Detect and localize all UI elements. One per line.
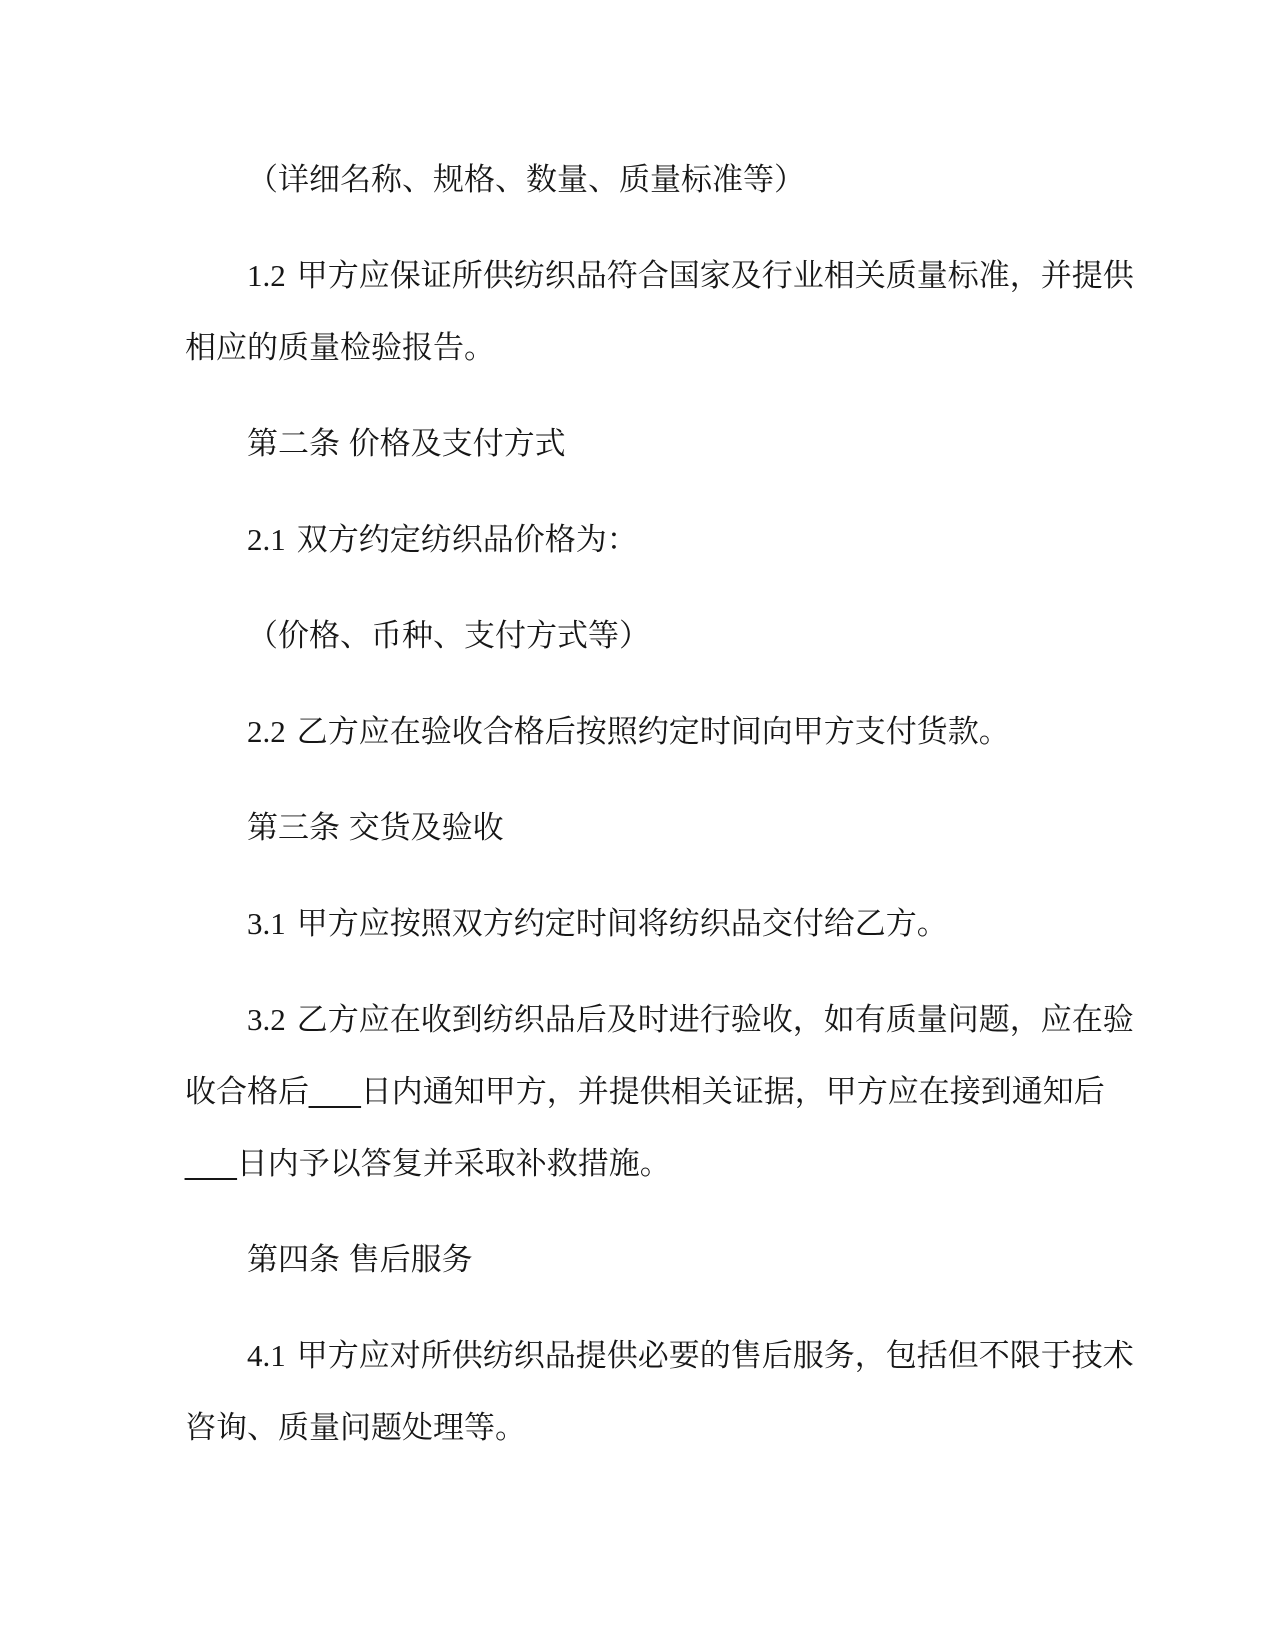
parenthetical-note-line xyxy=(185,600,1089,672)
section-heading-article-4 xyxy=(185,1224,1089,1296)
clause-number: 1.2 xyxy=(247,258,286,293)
clause-line-continuation-with-blank xyxy=(185,1056,1105,1128)
line-text: 乙方应在验收合格后按照约定时间向甲方支付货款。 xyxy=(296,714,1010,749)
clause-line-continuation xyxy=(185,1392,1089,1464)
line-text: 收合格后___日内通知甲方，并提供相关证据，甲方应在接到通知后 xyxy=(185,1074,1105,1109)
clause-line xyxy=(185,984,1134,1056)
line-text: 相应的质量检验报告。 xyxy=(185,330,495,365)
clause-number: 3.1 xyxy=(247,906,286,941)
clause-line xyxy=(185,696,1089,768)
clause-number: 4.1 xyxy=(247,1338,286,1373)
clause-number: 3.2 xyxy=(247,1002,286,1037)
clause-line xyxy=(185,1320,1134,1392)
clause-line-continuation xyxy=(185,312,1089,384)
line-text: 第二条 价格及支付方式 xyxy=(247,426,566,461)
line-text: （详细名称、规格、数量、质量标准等） xyxy=(247,162,805,197)
section-heading-article-2 xyxy=(185,408,1089,480)
line-text: （价格、币种、支付方式等） xyxy=(247,618,650,653)
clause-line xyxy=(185,240,1134,312)
line-text: 咨询、质量问题处理等。 xyxy=(185,1410,526,1445)
line-text: 双方约定纺织品价格为： xyxy=(296,522,638,557)
line-text: 甲方应保证所供纺织品符合国家及行业相关质量标准，并提供 xyxy=(296,258,1134,293)
line-text: 第四条 售后服务 xyxy=(247,1242,473,1277)
clause-line xyxy=(185,888,1089,960)
line-text: 第三条 交货及验收 xyxy=(247,810,504,845)
clause-number: 2.2 xyxy=(247,714,286,749)
section-heading-article-3 xyxy=(185,792,1089,864)
clause-number: 2.1 xyxy=(247,522,286,557)
line-text: 甲方应按照双方约定时间将纺织品交付给乙方。 xyxy=(296,906,948,941)
parenthetical-note-line xyxy=(185,144,1089,216)
line-text: 甲方应对所供纺织品提供必要的售后服务，包括但不限于技术 xyxy=(296,1338,1134,1373)
line-text: ___日内予以答复并采取补救措施。 xyxy=(185,1146,671,1181)
clause-line xyxy=(185,504,1089,576)
line-text: 乙方应在收到纺织品后及时进行验收，如有质量问题，应在验 xyxy=(296,1002,1134,1037)
clause-line-continuation-with-blank xyxy=(185,1128,1089,1200)
